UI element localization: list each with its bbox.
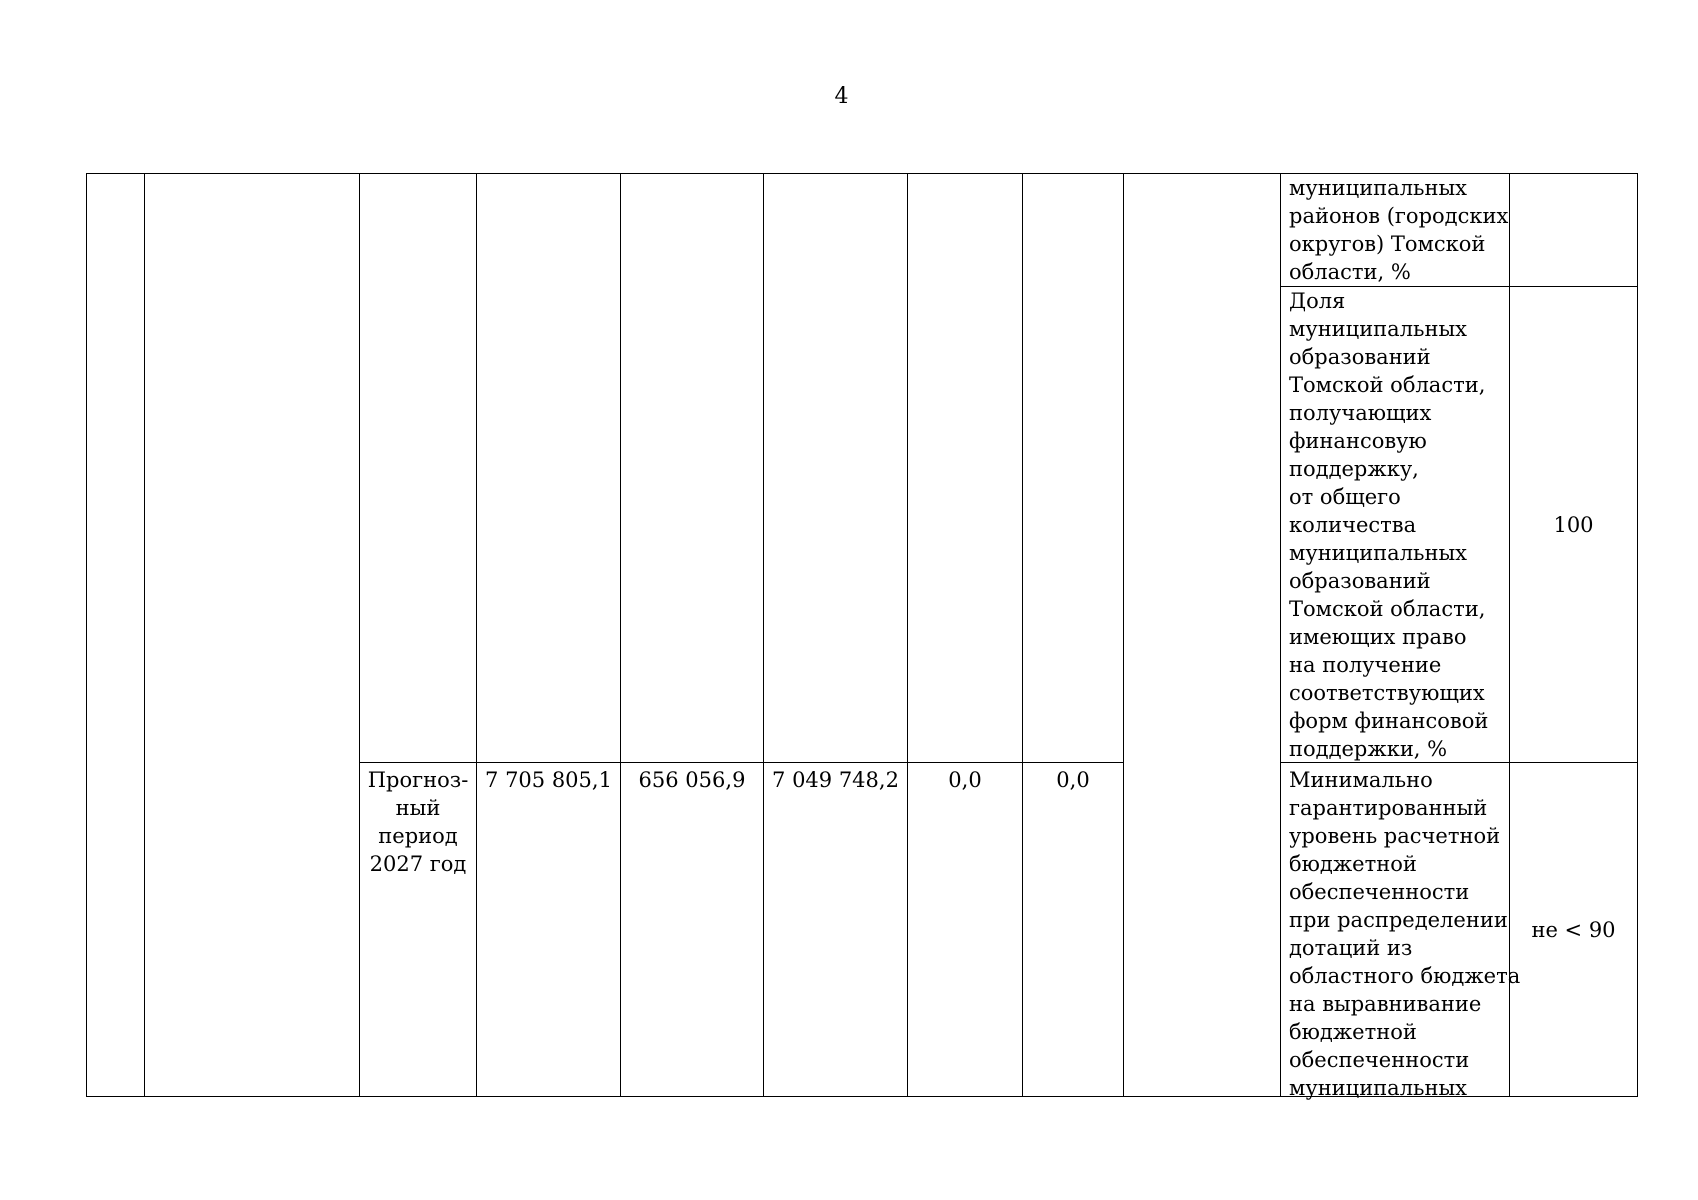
other-value: 0,0 <box>1056 768 1090 792</box>
indicator-guarantee-text: Минимально гарантированный уровень расчетной бюджетной обеспеченности при распределении дотаций из областного бюджета на выравнивание бюджетной обеспеченности муниципальных <box>1289 768 1521 1100</box>
indicator-top-text: муниципальных районов (городских округов) Томской области, % <box>1289 176 1509 284</box>
column-divider <box>1022 174 1023 1096</box>
federal-value: 656 056,9 <box>638 768 746 792</box>
column-divider <box>907 174 908 1096</box>
total-value: 7 705 805,1 <box>485 768 612 792</box>
indicator-guarantee-value: не < 90 <box>1531 917 1616 942</box>
indicator-share-text: Доля муниципальных образований Томской области, получающих финансовую поддержку, от общего количества муниципальных образований Томской области, имеющих право на получение соответствующих форм финансовой поддержки, % <box>1289 289 1489 761</box>
regional-value: 7 049 748,2 <box>772 768 899 792</box>
column-divider <box>1123 174 1124 1096</box>
period-label: Прогноз- ный период 2027 год <box>367 768 469 876</box>
column-divider <box>763 174 764 1096</box>
local-value: 0,0 <box>948 768 982 792</box>
row-divider <box>359 762 1123 763</box>
indicator-share-value: 100 <box>1553 512 1594 537</box>
column-divider <box>476 174 477 1096</box>
column-divider <box>620 174 621 1096</box>
budget-table <box>86 173 1638 1100</box>
page-number: 4 <box>834 84 849 109</box>
column-divider <box>144 174 145 1096</box>
column-divider <box>359 174 360 1096</box>
